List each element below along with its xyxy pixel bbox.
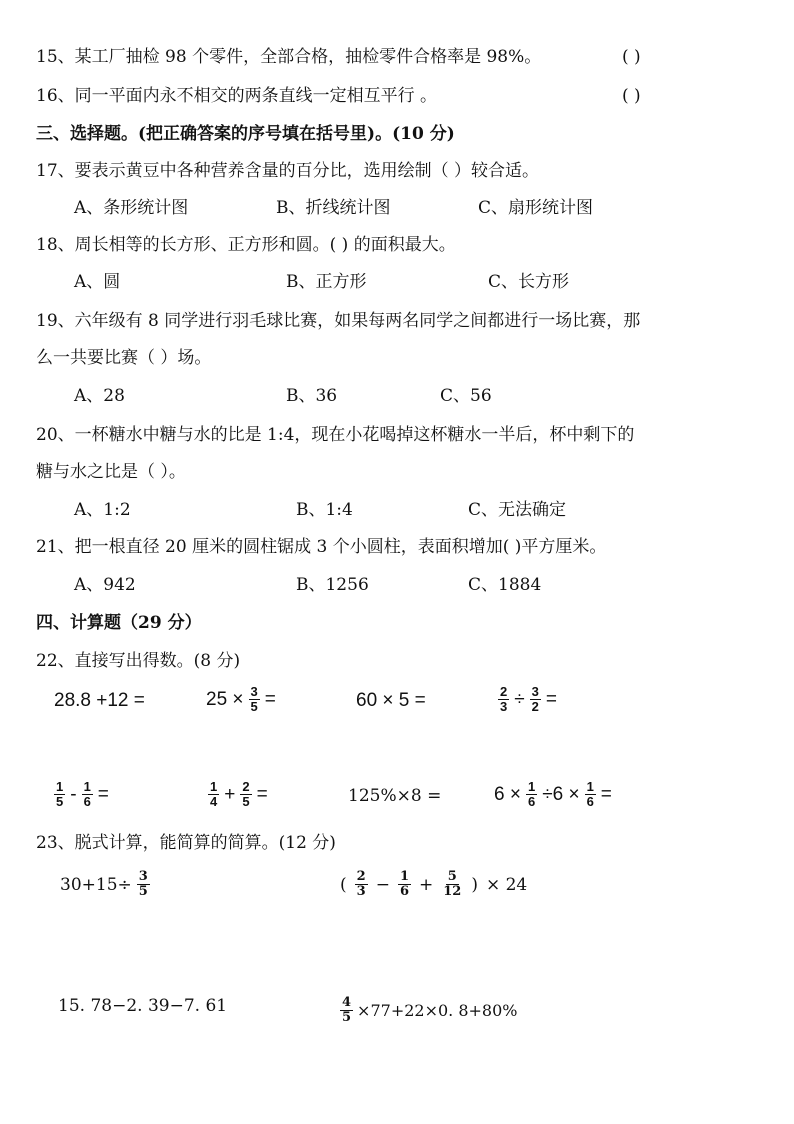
numerator: 1 bbox=[399, 869, 409, 884]
denominator: 5 bbox=[138, 884, 148, 899]
expr-22-5 bbox=[54, 780, 109, 809]
fraction bbox=[208, 780, 219, 809]
option-17-a: A、条形统计图 bbox=[74, 198, 189, 218]
fraction bbox=[355, 870, 368, 899]
question-18: 18、周长相等的长方形、正方形和圆。( ) 的面积最大。 bbox=[36, 235, 456, 255]
expr-lead: 6 × bbox=[494, 783, 521, 805]
denominator: 5 bbox=[242, 794, 250, 809]
denominator: 5 bbox=[56, 794, 64, 809]
option-21-a: A、942 bbox=[74, 575, 136, 595]
fraction bbox=[54, 780, 65, 809]
expr-text: 125%×8 = bbox=[348, 786, 442, 806]
expr-lead: 30+15÷ bbox=[60, 874, 132, 895]
fraction bbox=[498, 685, 509, 714]
option-17-c: C、扇形统计图 bbox=[478, 198, 594, 218]
option-17-b: B、折线统计图 bbox=[276, 198, 391, 218]
expr-23-4 bbox=[340, 996, 517, 1025]
numerator: 2 bbox=[242, 779, 250, 794]
expr-lead: 25 × bbox=[206, 688, 244, 710]
question-21: 21、把一根直径 20 厘米的圆柱锯成 3 个小圆柱，表面积增加( )平方厘米。 bbox=[36, 537, 607, 557]
operator: + bbox=[418, 874, 434, 895]
denominator: 12 bbox=[443, 884, 462, 899]
denominator: 3 bbox=[356, 884, 366, 899]
fraction bbox=[340, 996, 353, 1025]
denominator: 4 bbox=[210, 794, 218, 809]
expr-tail: = bbox=[256, 783, 268, 805]
denominator: 6 bbox=[399, 884, 409, 899]
fraction bbox=[82, 780, 93, 809]
question-19-line-1: 19、六年级有 8 同学进行羽毛球比赛，如果每两名同学之间都进行一场比赛，那 bbox=[36, 311, 641, 331]
denominator: 3 bbox=[500, 699, 508, 714]
operator: - bbox=[70, 783, 77, 805]
option-19-b: B、36 bbox=[286, 386, 338, 406]
option-21-c: C、1884 bbox=[468, 575, 542, 595]
expr-22-8 bbox=[494, 780, 612, 809]
numerator: 1 bbox=[83, 779, 91, 794]
numerator: 1 bbox=[586, 779, 594, 794]
option-19-a: A、28 bbox=[74, 386, 125, 406]
operator: − bbox=[375, 874, 390, 895]
expr-text: 60 × 5 = bbox=[356, 690, 426, 711]
denominator: 5 bbox=[342, 1010, 352, 1025]
question-20-line-1: 20、一杯糖水中糖与水的比是 1:4，现在小花喝掉这杯糖水一半后，杯中剩下的 bbox=[36, 425, 635, 445]
question-19-line-2: 么一共要比赛（ ）场。 bbox=[36, 348, 212, 368]
open-paren: ( bbox=[340, 874, 347, 895]
question-20-line-2: 糖与水之比是（ ）。 bbox=[36, 462, 186, 482]
denominator: 5 bbox=[250, 699, 258, 714]
expr-tail: = bbox=[264, 688, 276, 710]
answer-blank-16[interactable]: ( ) bbox=[622, 86, 641, 106]
fraction bbox=[441, 870, 463, 899]
numerator: 1 bbox=[56, 779, 64, 794]
close-paren: ) bbox=[471, 874, 478, 895]
fraction bbox=[240, 780, 251, 809]
fraction bbox=[398, 870, 411, 899]
expr-22-3 bbox=[356, 690, 426, 712]
expr-tail: × 24 bbox=[485, 874, 528, 895]
question-22-title: 22、直接写出得数。(8 分) bbox=[36, 651, 241, 671]
option-18-a: A、圆 bbox=[74, 272, 121, 292]
numerator: 3 bbox=[250, 684, 258, 699]
expr-23-2 bbox=[340, 870, 527, 899]
question-17: 17、要表示黄豆中各种营养含量的百分比，选用绘制（ ）较合适。 bbox=[36, 161, 540, 181]
numerator: 4 bbox=[342, 995, 352, 1010]
expr-23-3 bbox=[58, 996, 227, 1016]
expr-22-2 bbox=[206, 685, 276, 714]
numerator: 3 bbox=[138, 869, 148, 884]
expr-tail: ×77+22×0. 8+80% bbox=[357, 1001, 518, 1020]
fraction bbox=[249, 685, 260, 714]
numerator: 2 bbox=[500, 684, 508, 699]
option-20-b: B、1:4 bbox=[296, 500, 353, 520]
option-21-b: B、1256 bbox=[296, 575, 369, 595]
denominator: 6 bbox=[527, 794, 536, 809]
expr-22-6 bbox=[208, 780, 268, 809]
fraction bbox=[585, 780, 596, 809]
expr-text: 28.8 +12 = bbox=[54, 690, 145, 711]
expr-tail: = bbox=[600, 783, 612, 805]
numerator: 5 bbox=[447, 869, 457, 884]
option-20-a: A、1:2 bbox=[74, 500, 131, 520]
denominator: 6 bbox=[586, 794, 594, 809]
option-18-b: B、正方形 bbox=[286, 272, 367, 292]
denominator: 2 bbox=[531, 699, 539, 714]
fraction bbox=[137, 870, 150, 899]
expr-tail: = bbox=[545, 688, 558, 710]
expr-22-1 bbox=[54, 690, 145, 712]
operator: ÷ bbox=[514, 688, 525, 710]
numerator: 3 bbox=[531, 684, 539, 699]
operator: + bbox=[224, 783, 236, 805]
question-16: 16、同一平面内永不相交的两条直线一定相互平行 。 bbox=[36, 86, 438, 106]
expr-22-4 bbox=[498, 685, 557, 714]
section-4-heading: 四、计算题（29 分） bbox=[36, 613, 202, 633]
expr-23-1 bbox=[60, 870, 150, 899]
denominator: 6 bbox=[83, 794, 91, 809]
numerator: 1 bbox=[210, 779, 218, 794]
expr-text: 15. 78−2. 39−7. 61 bbox=[58, 996, 228, 1016]
option-20-c: C、无法确定 bbox=[468, 500, 567, 520]
question-23-title: 23、脱式计算，能简算的简算。(12 分) bbox=[36, 833, 336, 853]
numerator: 1 bbox=[527, 779, 536, 794]
expr-tail: = bbox=[97, 783, 109, 805]
fraction bbox=[526, 780, 537, 809]
numerator: 2 bbox=[356, 869, 366, 884]
answer-blank-15[interactable]: ( ) bbox=[622, 47, 641, 67]
section-3-heading: 三、选择题。(把正确答案的序号填在括号里)。(10 分) bbox=[36, 124, 455, 144]
question-15: 15、某工厂抽检 98 个零件，全部合格，抽检零件合格率是 98%。 bbox=[36, 47, 542, 67]
option-19-c: C、56 bbox=[440, 386, 492, 406]
fraction bbox=[530, 685, 541, 714]
operator: ÷6 × bbox=[542, 783, 580, 805]
option-18-c: C、长方形 bbox=[488, 272, 570, 292]
expr-22-7 bbox=[348, 786, 441, 806]
